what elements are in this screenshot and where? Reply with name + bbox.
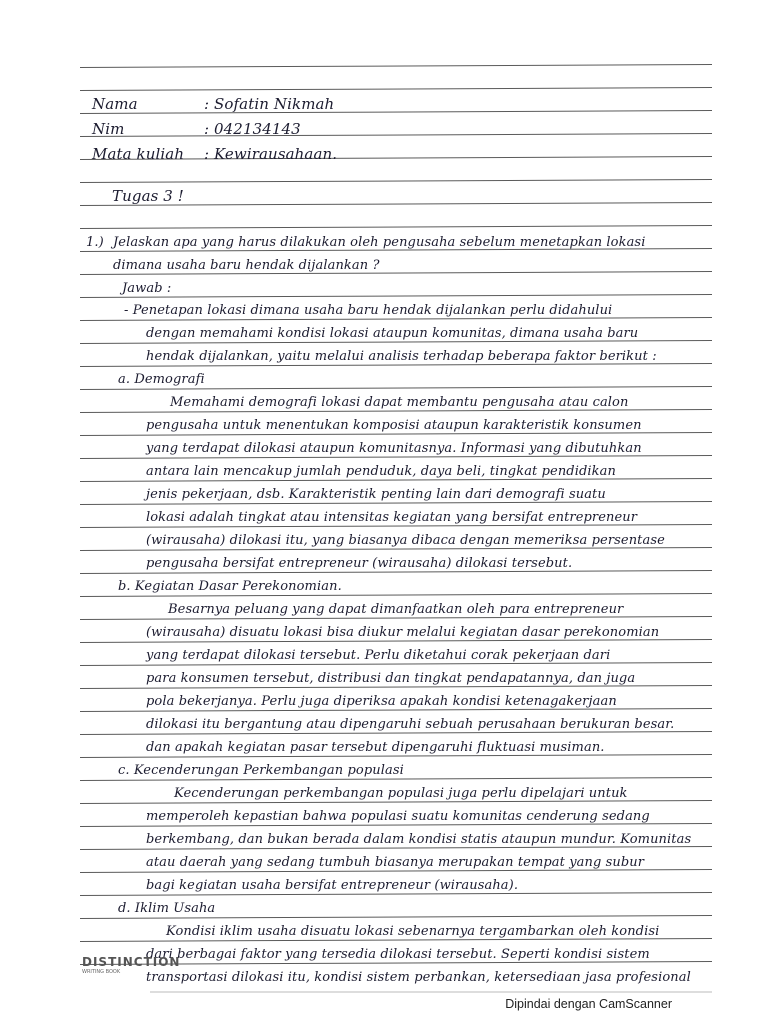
- section-line: transportasi dilokasi itu, kondisi sistem perbankan, ketersediaan jasa profesional: [146, 970, 691, 985]
- section-line: pola bekerjanya. Perlu juga diperiksa apakah kondisi ketenagakerjaan: [146, 694, 617, 709]
- ruled-line: [80, 111, 712, 114]
- section-line: berkembang, dan bukan berada dalam kondisi statis ataupun mundur. Komunitas: [146, 832, 692, 847]
- question-number: 1.): [86, 235, 104, 250]
- matkul-value: : Kewirausahaan.: [204, 145, 338, 163]
- tugas-title: Tugas 3 !: [112, 187, 184, 205]
- answer-intro-line: dengan memahami kondisi lokasi ataupun komunitas, dimana usaha baru: [146, 326, 639, 341]
- section-line: Memahami demografi lokasi dapat membantu pengusaha atau calon: [170, 395, 629, 410]
- section-line: memperoleh kepastian bahwa populasi suatu komunitas cenderung sedang: [146, 809, 650, 824]
- nim-label: Nim: [92, 120, 125, 138]
- matkul-label: Mata kuliah: [92, 145, 185, 163]
- nama-label: Nama: [92, 95, 138, 113]
- section-line: dilokasi itu bergantung atau dipengaruhi sebuah perusahaan berukuran besar.: [146, 717, 675, 732]
- section-heading: b. Kegiatan Dasar Perekonomian.: [118, 579, 342, 594]
- section-line: para konsumen tersebut, distribusi dan tingkat pendapatannya, dan juga: [146, 671, 636, 686]
- section-line: yang terdapat dilokasi tersebut. Perlu diketahui corak pekerjaan dari: [146, 648, 611, 663]
- section-line: atau daerah yang sedang tumbuh biasanya merupakan tempat yang subur: [146, 855, 645, 870]
- ruled-line: [80, 88, 712, 91]
- section-line: pengusaha untuk menentukan komposisi ataupun karakteristik konsumen: [146, 418, 642, 433]
- section-heading: a. Demografi: [118, 372, 205, 387]
- brand-name: DISTINCTION: [82, 955, 181, 969]
- ruled-line: [80, 180, 712, 183]
- section-line: yang terdapat dilokasi ataupun komunitasnya. Informasi yang dibutuhkan: [146, 441, 642, 456]
- section-line: jenis pekerjaan, dsb. Karakteristik penting lain dari demografi suatu: [146, 487, 606, 502]
- section-line: pengusaha bersifat entrepreneur (wirausaha) dilokasi tersebut.: [146, 556, 573, 571]
- jawab-label: Jawab :: [122, 281, 172, 296]
- section-line: bagi kegiatan usaha bersifat entrepreneur (wirausaha).: [146, 878, 519, 893]
- section-line: antara lain mencakup jumlah penduduk, daya beli, tingkat pendidikan: [146, 464, 616, 479]
- ruled-line: [80, 65, 712, 68]
- section-heading: c. Kecenderungan Perkembangan populasi: [118, 763, 404, 778]
- section-heading: d. Iklim Usaha: [118, 901, 216, 916]
- nim-value: : 042134143: [204, 120, 301, 138]
- scanner-watermark: Dipindai dengan CamScanner: [505, 997, 672, 1011]
- section-line: Besarnya peluang yang dapat dimanfaatkan oleh para entrepreneur: [168, 602, 624, 617]
- ruled-line: [80, 295, 712, 298]
- nama-value: : Sofatin Nikmah: [204, 95, 335, 113]
- question-line: Jelaskan apa yang harus dilakukan oleh pengusaha sebelum menetapkan lokasi: [113, 235, 646, 250]
- section-line: (wirausaha) disuatu lokasi bisa diukur melalui kegiatan dasar perekonomian: [146, 625, 660, 640]
- ruled-line: [80, 134, 712, 137]
- section-line: Kondisi iklim usaha disuatu lokasi sebenarnya tergambarkan oleh kondisi: [166, 924, 660, 939]
- section-line: dan apakah kegiatan pasar tersebut dipengaruhi fluktuasi musiman.: [146, 740, 605, 755]
- notebook-brand-logo: [82, 955, 180, 975]
- section-line: dari berbagai faktor yang tersedia dilokasi tersebut. Seperti kondisi sistem: [146, 947, 650, 962]
- answer-intro-line: hendak dijalankan, yaitu melalui analisis terhadap beberapa faktor berikut :: [146, 349, 657, 364]
- section-line: lokasi adalah tingkat atau intensitas kegiatan yang bersifat entrepreneur: [146, 510, 638, 525]
- question-line: dimana usaha baru hendak dijalankan ?: [113, 258, 380, 273]
- section-line: (wirausaha) dilokasi itu, yang biasanya dibaca dengan memeriksa persentase: [146, 533, 665, 548]
- brand-tagline: WRITING BOOK: [82, 969, 121, 975]
- answer-intro-line: - Penetapan lokasi dimana usaha baru hendak dijalankan perlu didahului: [124, 303, 613, 318]
- section-line: Kecenderungan perkembangan populasi juga perlu dipelajari untuk: [174, 786, 628, 801]
- ruled-line: [80, 226, 712, 229]
